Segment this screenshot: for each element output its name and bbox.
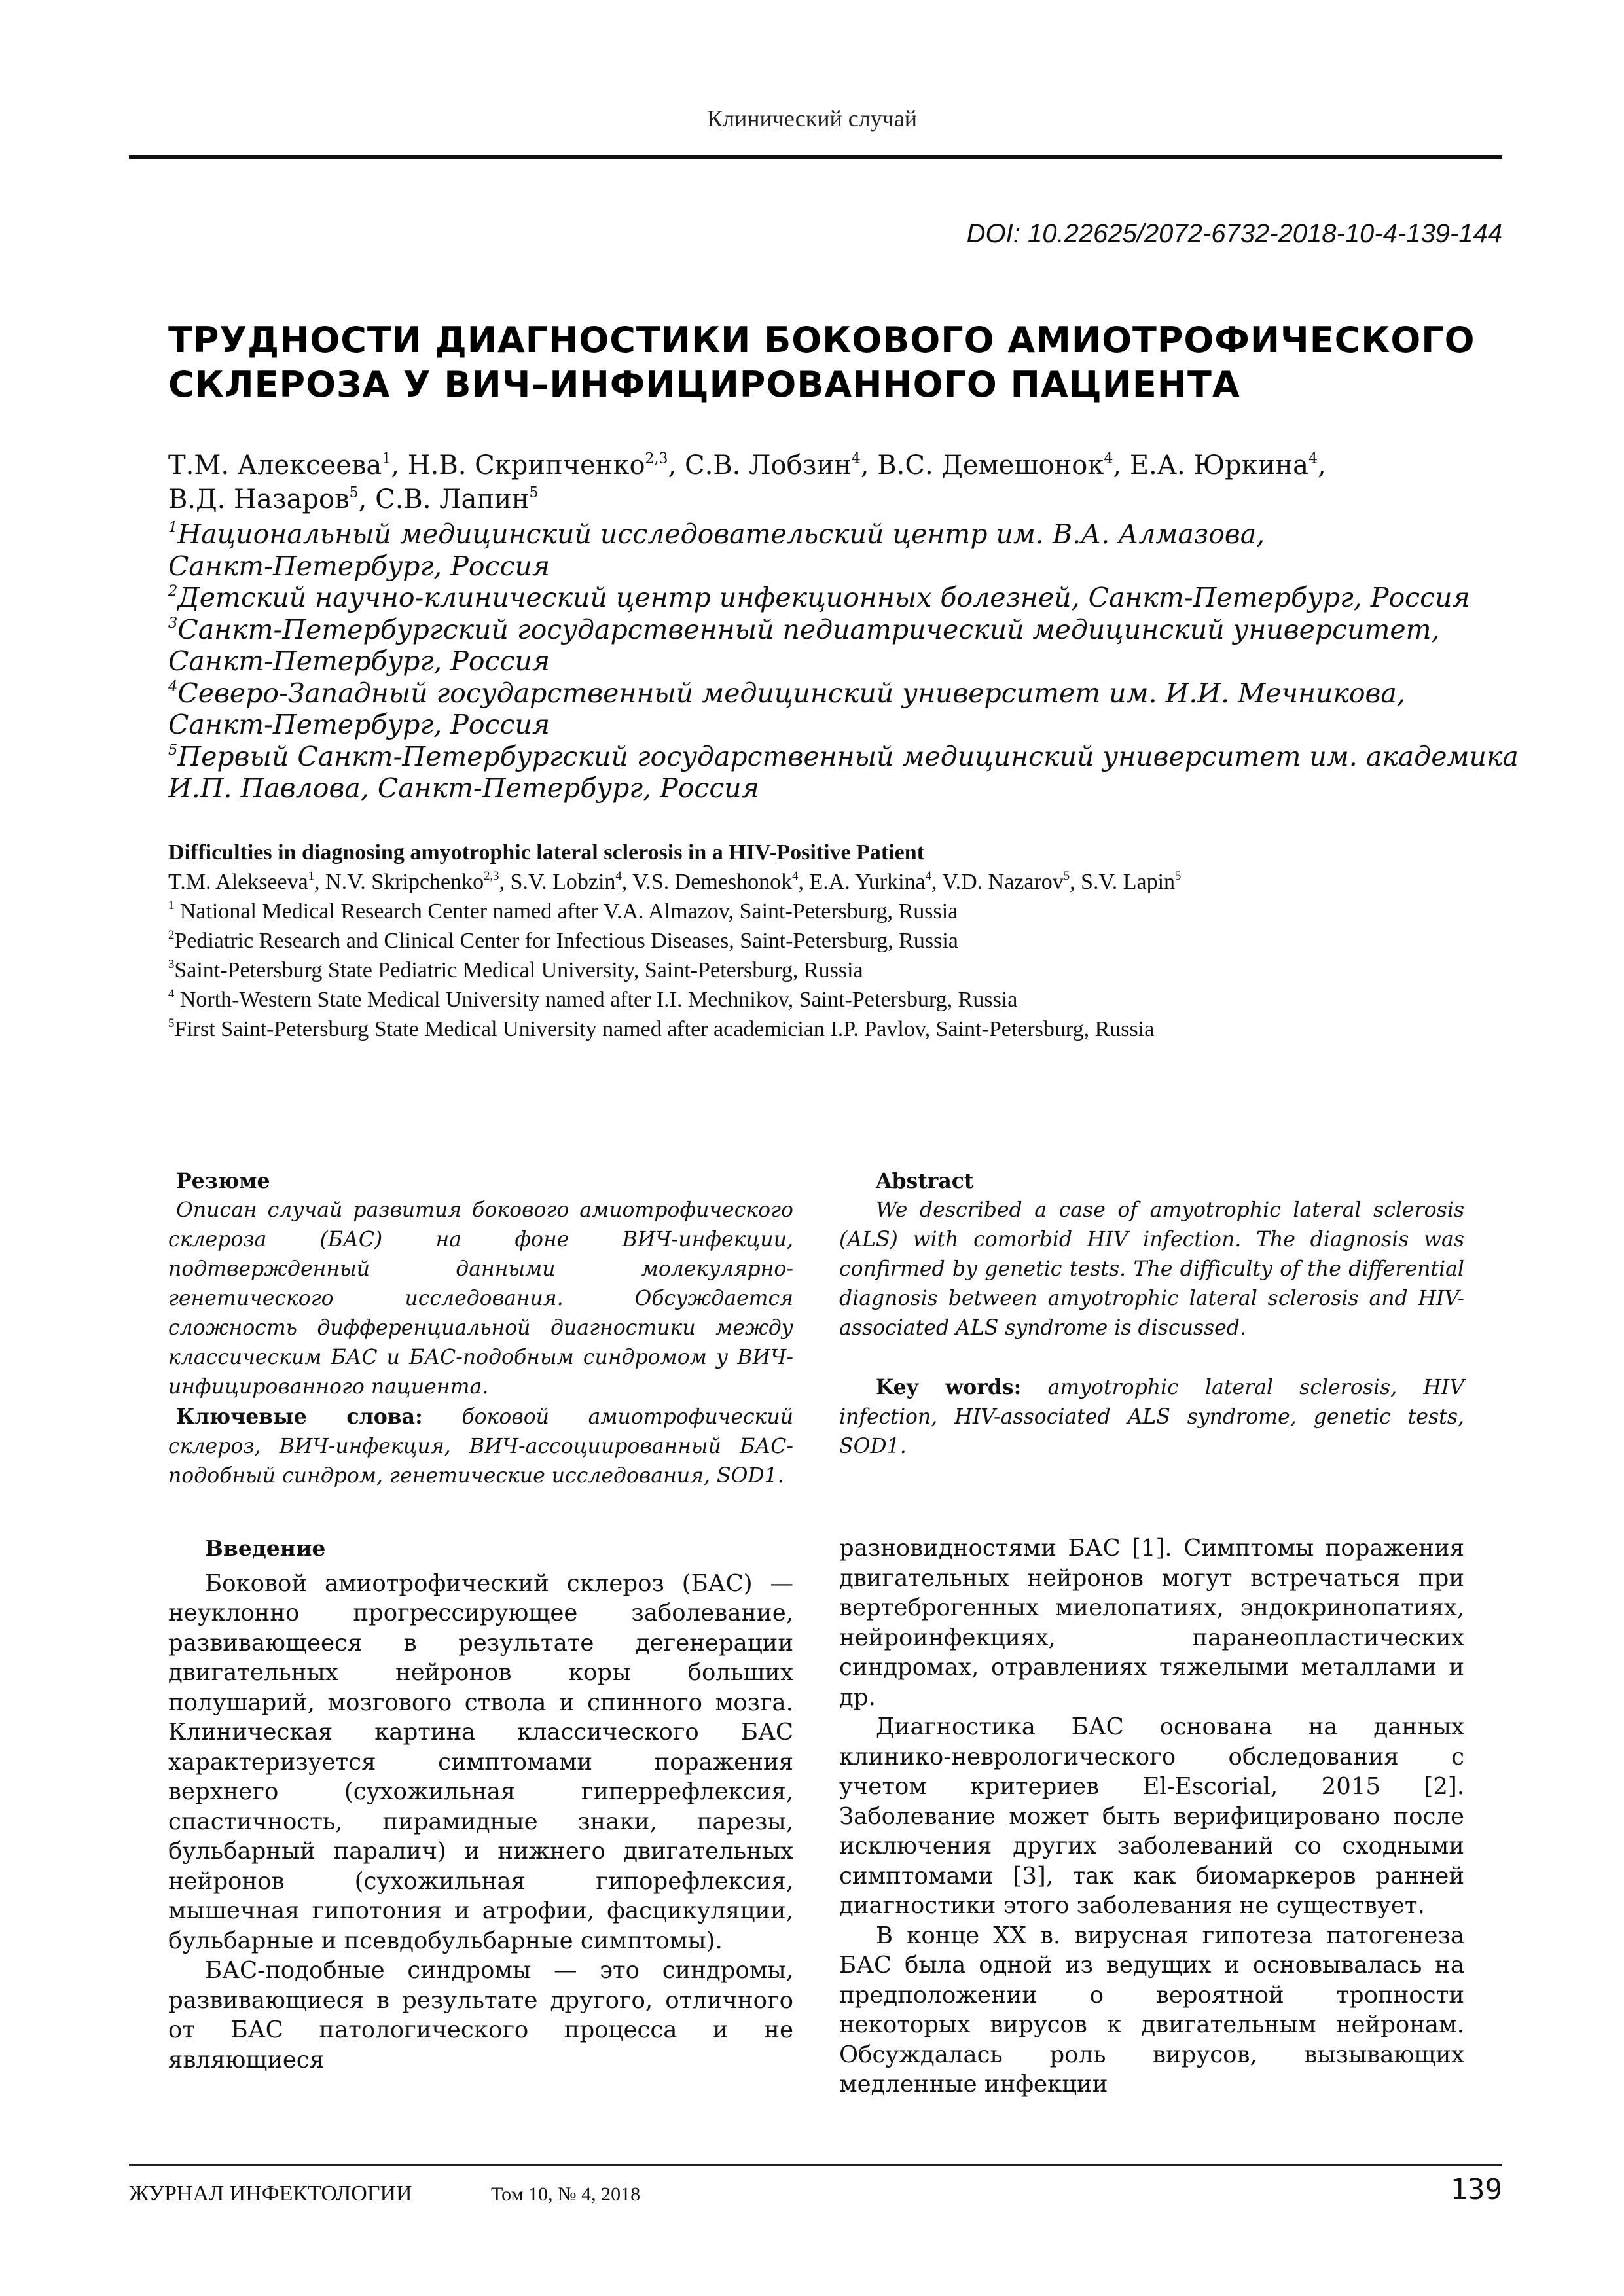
separator: , [1113,450,1130,480]
author: С.В. Лобзин [684,450,852,480]
body-paragraph: Диагностика БАС основана на данных клинико-неврологического обследования с учетом критериев El-Escorial, 2015 [2]. Заболевание может быть верифицировано после исключения других заболеваний со сходными симптомами [3], так как биомаркеров ранней диагностики этого заболевания не существует. [839,1713,1464,1919]
abstract-en [839,1166,1464,1462]
abstract-en-heading: Abstract [876,1169,974,1193]
affil-sup: 1 [168,898,175,912]
author: Н.В. Скрипченко [407,450,645,480]
affiliation-en [168,1014,1543,1044]
authors-en [168,867,1543,897]
author: В.Д. Назаров [168,484,350,514]
author-affil-sup: 4 [925,869,932,883]
separator: , [499,870,511,894]
affiliation-en [168,926,1543,956]
abstract-ru-text: Описан случай развития бокового амиотрофического склероза (БАС) на фоне ВИЧ-инфекции, подтвержденный данными молекулярно-генетического исследования. Обсуждается сложность дифференциальной диагностики между классическим БАС и БАС-подобным синдромом у ВИЧ-инфицированного пациента. [168,1198,793,1399]
affil-sup: 4 [168,986,175,1001]
author: В.С. Демешонок [877,450,1104,480]
author: S.V. Lapin [1081,870,1176,894]
affiliation [168,741,1543,773]
affil-text: North-Western State Medical University named after I.I. Mechnikov, Saint-Petersburg, Russia [174,988,1018,1012]
authors-line-1 [168,448,1510,482]
affil-sup: 1 [168,519,178,537]
author: S.V. Lobzin [510,870,616,894]
separator: , [668,450,685,480]
body-paragraph: БАС-подобные синдромы — это синдромы, развивающиеся в результате другого, отличного от БАС патологического процесса и не являющиеся [168,1957,793,2073]
author-affil-sup: 5 [1063,869,1070,883]
affil-text: Saint-Petersburg State Pediatric Medical University, Saint-Petersburg, Russia [174,958,863,982]
affil-sup: 3 [168,957,175,971]
body-paragraph-continuation: разновидностями БАС [1]. Симптомы поражения двигательных нейронов могут встречаться при вертеброгенных миелопатиях, эндокринопатиях, нейроинфекциях, паранеопластических синдромах, отравлениях тяжелыми металлами и др. [839,1535,1464,1711]
keywords-ru-text: боковой амиотрофический склероз, ВИЧ-инфекция, ВИЧ-ассоциированный БАС-подобный синдром, генетические исследования, SOD1. [168,1405,793,1488]
separator: , [798,870,810,894]
body-column-left [168,1534,793,2075]
authors-line-2 [168,482,1510,516]
separator: , [391,450,408,480]
abstract-en-text: We described a case of amyotrophic lateral sclerosis (ALS) with comorbid HIV infection. The diagnosis was confirmed by genetic tests. The difficulty of the differential diagnosis between amyotrophic lateral sclerosis and HIV-associated ALS syndrome is discussed. [839,1198,1464,1340]
author-affil-sup: 4 [1104,450,1113,467]
body-paragraph: В конце XX в. вирусная гипотеза патогенеза БАС была одной из ведущих и основывалась на предположении о вероятной тропности некоторых вирусов к двигательным нейронам. Обсуждалась роль вирусов, вызывающих медленные инфекции [839,1922,1464,2098]
keywords-en-text: amyotrophic lateral sclerosis, HIV infection, HIV-associated ALS syndrome, genetic tests, SOD1. [839,1376,1464,1458]
author-affil-sup: 4 [851,450,861,467]
issue-info: Том 10, № 4, 2018 [491,2183,641,2205]
doi: DOI: 10.22625/2072-6732-2018-10-4-139-144 [966,219,1502,248]
separator: , [621,870,633,894]
affil-text: Первый Санкт-Петербургский государственный медицинский университет им. академика [177,740,1519,772]
separator: , [931,870,943,894]
author: T.M. Alekseeva [168,870,308,894]
affiliation-cont: Санкт-Петербург, Россия [168,645,550,677]
affiliation [168,614,1543,646]
keywords-en [839,1372,1464,1462]
affil-sup: 5 [168,1016,175,1030]
title-line-1: ТРУДНОСТИ ДИАГНОСТИКИ БОКОВОГО АМИОТРОФИЧЕСКОГО [168,319,1475,361]
affiliation-cont: И.П. Павлова, Санкт-Петербург, Россия [168,772,759,804]
affiliation-cont: Санкт-Петербург, Россия [168,709,550,740]
affiliation [168,582,1543,614]
affiliation [168,518,1543,550]
separator: , [358,484,376,514]
separator: , [1317,450,1326,480]
affil-text: Pediatric Research and Clinical Center for Infectious Diseases, Saint-Petersburg, Russia [174,929,958,953]
journal-name: ЖУРНАЛ ИНФЕКТОЛОГИИ [129,2181,412,2206]
author: N.V. Skripchenko [325,870,484,894]
keywords-ru [168,1402,793,1491]
page-number: 139 [1450,2173,1502,2206]
author-affil-sup: 5 [349,484,359,501]
abstract-ru-heading: Резюме [176,1169,270,1193]
affil-sup: 2 [168,583,178,600]
abstract-ru [168,1166,793,1491]
keywords-ru-label: Ключевые слова: [176,1405,423,1429]
article-title-ru [168,318,1510,407]
affil-text: Национальный медицинский исследовательский центр им. В.А. Алмазова, [177,518,1265,550]
author-affil-sup: 5 [1175,869,1182,883]
affiliations-ru [168,518,1543,804]
separator: , [860,450,878,480]
affil-sup: 2 [168,927,175,942]
author-affil-sup: 1 [308,869,315,883]
author-affil-sup: 5 [529,484,539,501]
footer-rule [129,2164,1502,2166]
body-paragraph: Боковой амиотрофический склероз (БАС) — неуклонно прогрессирующее заболевание, развивающееся в результате дегенерации двигательных нейронов коры больших полушарий, мозгового ствола и спинного мозга. Клиническая картина классического БАС характеризуется симптомами поражения верхнего (сухожильная гиперрефлексия, спастичность, пирамидные знаки, парезы, бульбарный паралич) и нижнего двигательных нейронов (сухожильная гипорефлексия, мышечная гипотония и атрофии, фасцикуляции, бульбарные и псевдобульбарные симптомы). [168,1570,793,1954]
affiliation-en [168,897,1543,926]
author-affil-sup: 2,3 [645,450,668,467]
affiliation-en [168,956,1543,985]
separator: , [1070,870,1081,894]
author-affil-sup: 4 [615,869,622,883]
author: С.В. Лапин [375,484,530,514]
body-column-right [839,1534,1464,2100]
running-head: Клинический случай [706,105,918,132]
separator: , [314,870,326,894]
affiliation-cont: Санкт-Петербург, Россия [168,550,550,582]
section-heading-introduction: Введение [205,1535,326,1561]
author: E.A. Yurkina [809,870,926,894]
author-affil-sup: 1 [382,450,391,467]
article-title-en: Difficulties in diagnosing amyotrophic lateral sclerosis in a HIV-Positive Patient [168,840,925,865]
authors-ru [168,448,1510,516]
title-line-2: СКЛЕРОЗА У ВИЧ–ИНФИЦИРОВАННОГО ПАЦИЕНТА [168,364,1240,405]
author: V.S. Demeshonok [632,870,793,894]
affil-text: Санкт-Петербургский государственный педиатрический медицинский университет, [177,613,1440,645]
affil-text: First Saint-Petersburg State Medical University named after academician I.P. Pavlov, Saint-Petersburg, Russia [174,1017,1155,1041]
keywords-en-label: Key words: [876,1375,1022,1399]
author-affil-sup: 4 [1308,450,1318,467]
affiliation-en [168,985,1543,1014]
author-affil-sup: 2,3 [484,869,499,883]
affil-sup: 4 [168,677,178,695]
affil-sup: 3 [168,614,178,632]
affiliation [168,677,1543,709]
affil-text: Детский научно-клинический центр инфекционных болезней, Санкт-Петербург, Россия [177,582,1470,613]
header-rule [129,155,1502,159]
author: Т.М. Алексеева [168,450,382,480]
affil-text: Северо-Западный государственный медицинский университет им. И.И. Мечникова, [177,677,1405,709]
affil-sup: 5 [168,741,178,759]
affil-text: National Medical Research Center named after V.A. Almazov, Saint-Petersburg, Russia [174,899,958,924]
author-affil-sup: 4 [792,869,799,883]
spacer [839,1343,1464,1372]
english-header-block [168,838,1543,1044]
author: Е.А. Юркина [1129,450,1308,480]
author: V.D. Nazarov [942,870,1064,894]
